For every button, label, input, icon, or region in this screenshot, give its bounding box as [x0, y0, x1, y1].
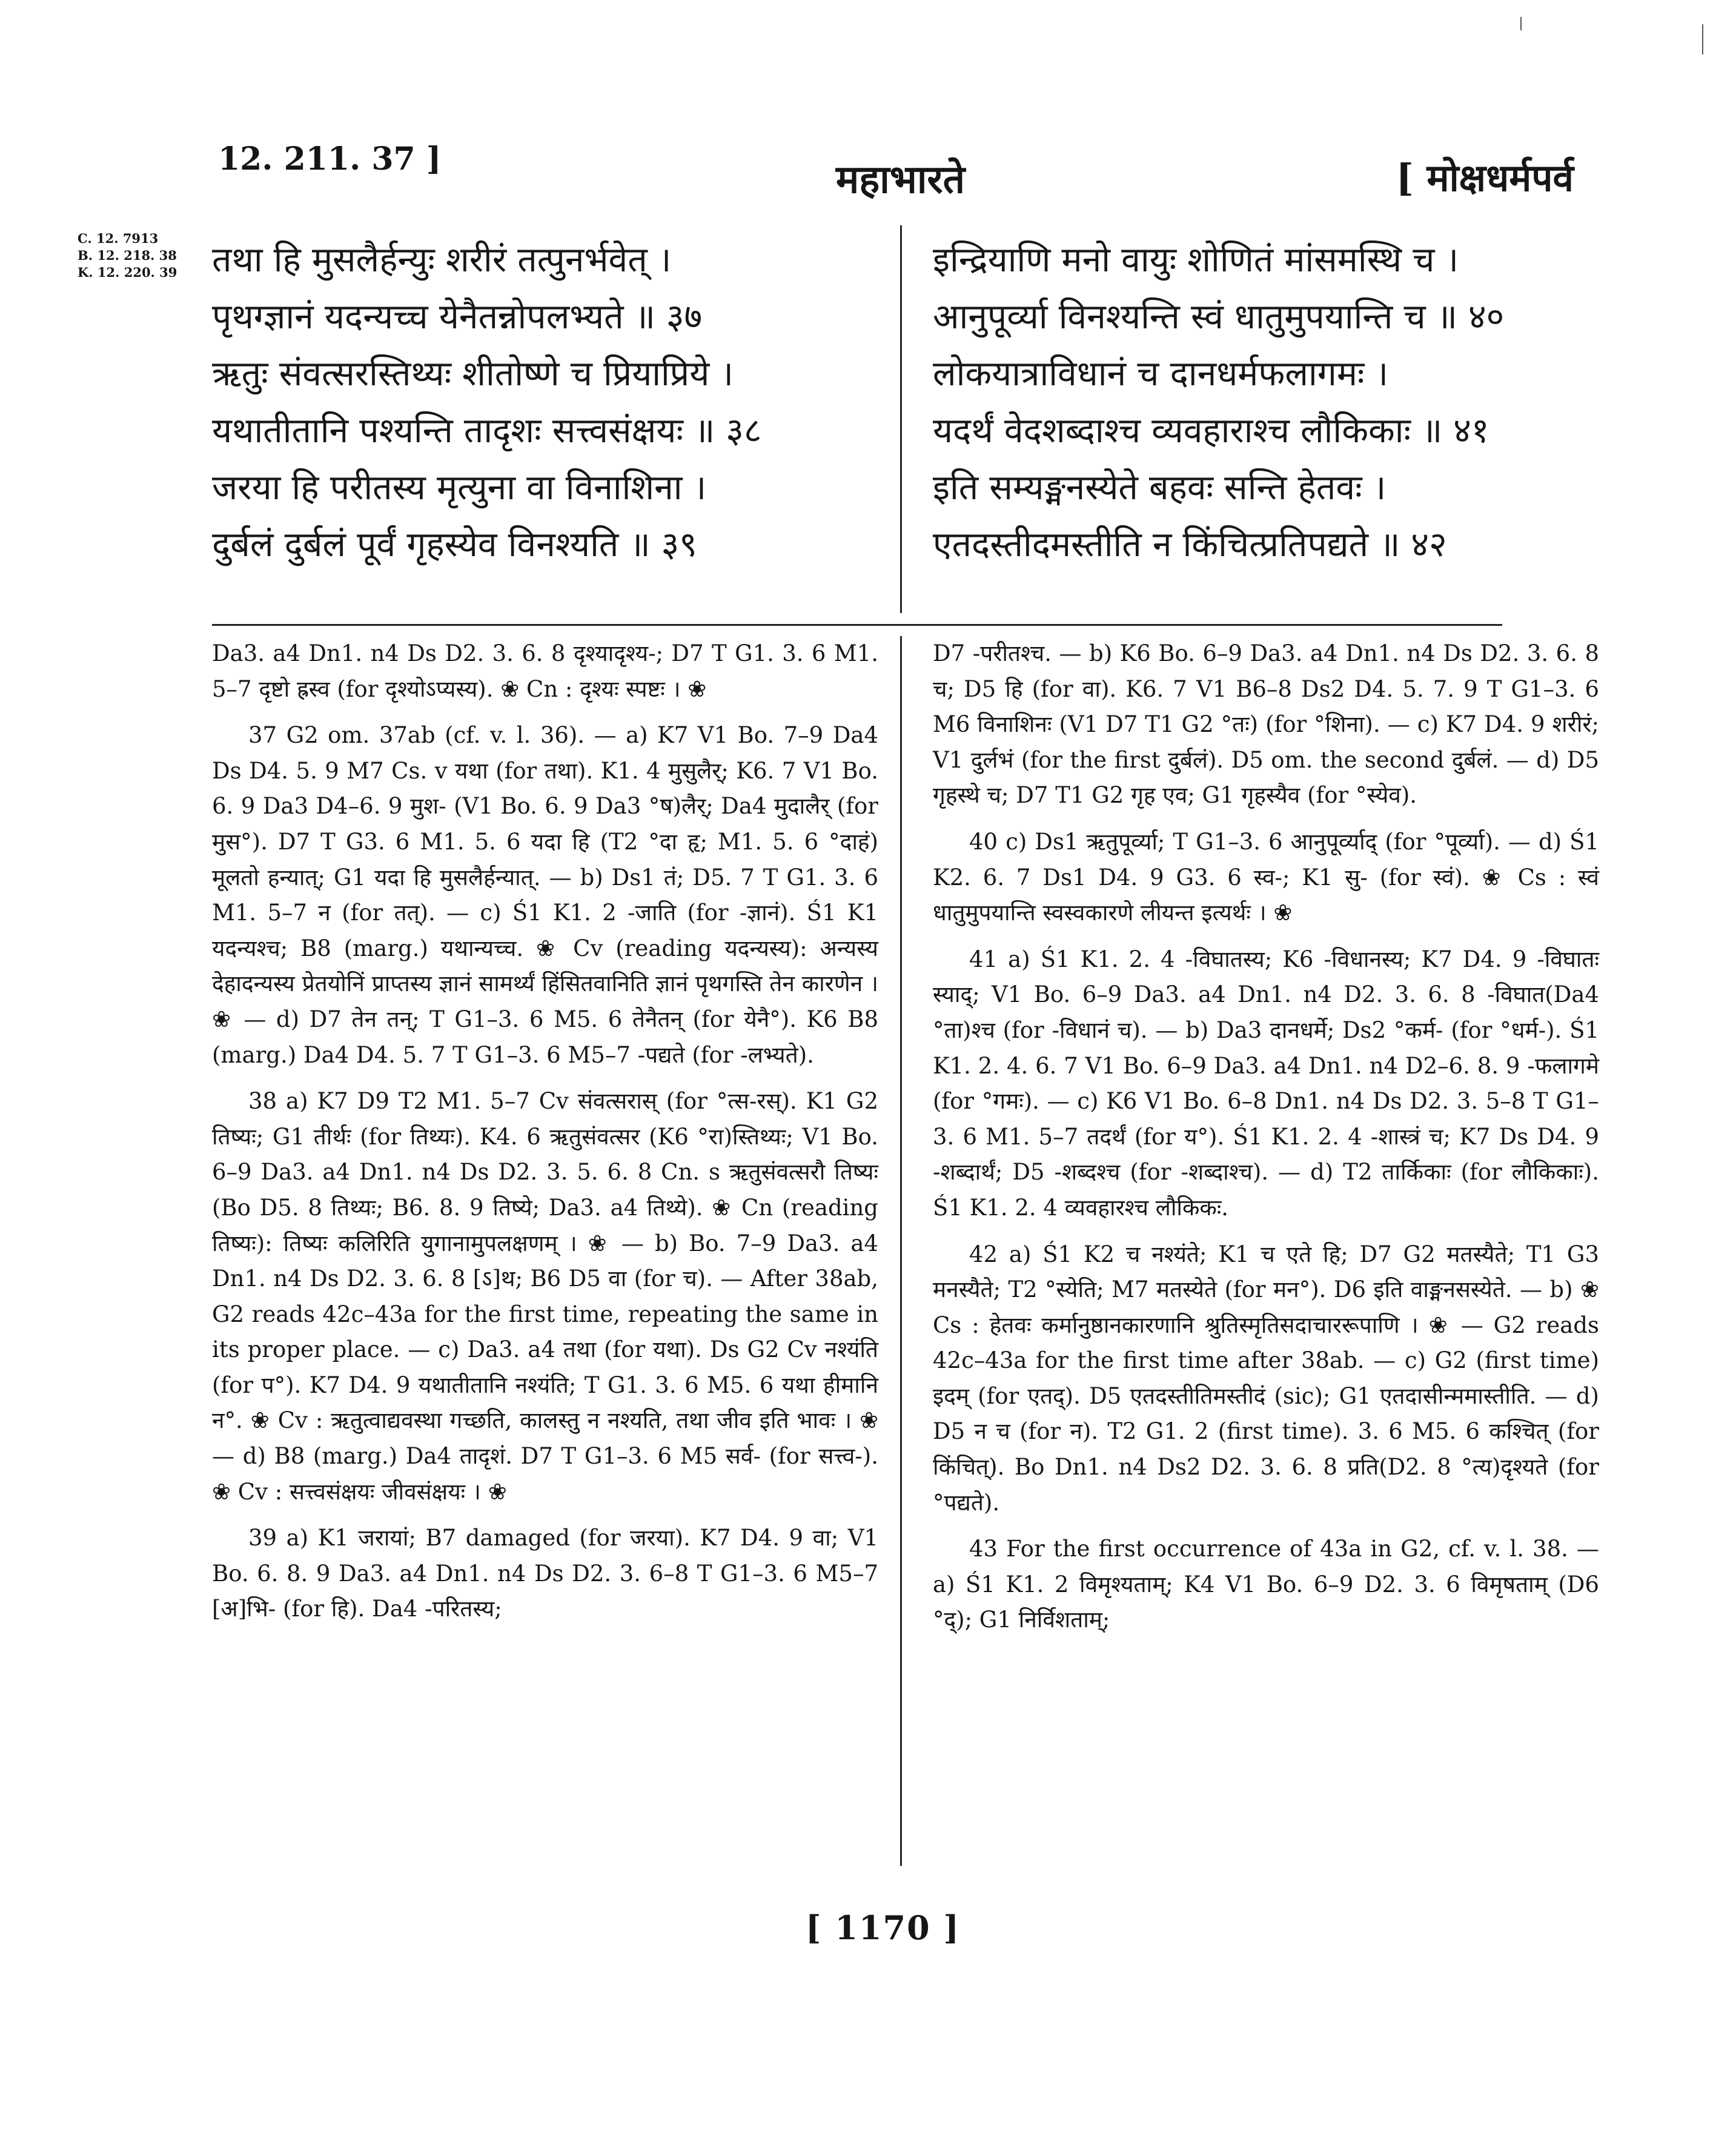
apparatus-note: 40 c) Ds1 ऋतुपूर्व्या; T G1–3. 6 आनुपूर्व्याद् (for °पूर्व्या). — d) Ś1 K2. 6. 7 Ds1 D4. 9 G3. 6 स्व-; K1 सु- (for स्वं). ❀ Cs : स्वं धातुमुपयान्ति स्वस्वकारणे लीयन्त इत्यर्थः । ❀: [933, 828, 1599, 926]
verse-line: [933, 516, 1617, 573]
verse-number: ४०: [1468, 297, 1505, 337]
apparatus-rule: [212, 624, 1502, 626]
verse-text: यदर्थं वेदशब्दाश्च व्यवहाराश्च लौकिकाः ॥: [933, 411, 1443, 451]
verse-line: [212, 459, 872, 516]
apparatus-column-left: [212, 636, 878, 1638]
apparatus-note: 39 a) K1 जरायां; B7 damaged (for जरया). K7 D4. 9 वा; V1 Bo. 6. 8. 9 Da3. a4 Dn1. n4 Ds D2. 3. 6–8 T G1–3. 6 M5–7 [अ]भि- (for हि). Da4 -परितस्य;: [212, 1525, 878, 1622]
verse-text: पृथग्ज्ञानं यदन्यच्च येनैतन्नोपलभ्यते ॥: [212, 297, 655, 337]
concordance-references: [78, 230, 177, 281]
verse-text: एतदस्तीदमस्तीति न किंचित्प्रतिपद्यते ॥: [933, 525, 1400, 565]
verse-number: ४१: [1453, 411, 1489, 451]
concordance-b: B. 12. 218. 38: [78, 248, 177, 263]
verse-column-right: [933, 231, 1617, 573]
verse-text: इन्द्रियाणि मनो वायुः शोणितं मांसमस्थि च ।: [933, 240, 1459, 280]
verse-line: [933, 402, 1617, 459]
verse-line: [933, 345, 1617, 402]
verse-column-left: [212, 231, 872, 573]
verse-text: यथातीतानि पश्यन्ति तादृशः सत्त्वसंक्षयः ॥: [212, 411, 715, 451]
column-divider-bottom: [900, 636, 902, 1866]
apparatus-note: D7 -परीतश्च. — b) K6 Bo. 6–9 Da3. a4 Dn1. n4 Ds D2. 3. 6. 8 च; D5 हि (for वा). K6. 7 V1 B6–8 Ds2 D4. 5. 7. 9 T G1–3. 6 M6 विनाशिनः (V1 D7 T1 G2 °तः) (for °शिना). — c) K7 D4. 9 शरीरं; V1 दुर्लभं (for the first दुर्बलं). D5 om. the second दुर्बलं. — d) D5 गृहस्थे च; D7 T1 G2 गृह एव; G1 गृहस्यैव (for °स्येव).: [933, 640, 1599, 809]
verse-number: ३८: [726, 411, 762, 451]
concordance-c: C. 12. 7913: [78, 231, 159, 246]
page-number: [ 1170 ]: [806, 1908, 960, 1947]
verse-text: तथा हि मुसलैर्हन्युः शरीरं तत्पुनर्भवेत् ।: [212, 240, 672, 280]
verse-text: जरया हि परीतस्य मृत्युना वा विनाशिना ।: [212, 468, 707, 508]
parva-title: [ मोक्षधर्मपर्व: [1396, 156, 1574, 200]
verse-line: [212, 345, 872, 402]
verse-text: लोकयात्राविधानं च दानधर्मफलागमः ।: [933, 354, 1389, 394]
verse-reference: 12. 211. 37 ]: [218, 141, 442, 178]
apparatus-note: Da3. a4 Dn1. n4 Ds D2. 3. 6. 8 दृश्यादृश्य-; D7 T G1. 3. 6 M1. 5–7 दृष्टो ह्रस्व (for दृश्योऽप्यस्य). ❀ Cn : दृश्यः स्पष्टः । ❀: [212, 640, 878, 702]
apparatus-note: 42 a) Ś1 K2 च नश्यंते; K1 च एते हि; D7 G2 मतस्यैते; T1 G3 मनस्यैते; T2 °स्येति; M7 मतस्येते (for मन°). D6 इति वाङ्मनसस्येते. — b) ❀ Cs : हेतवः कर्मानुष्ठानकारणानि श्रुतिस्मृतिसदाचाररूपाणि । ❀ — G2 reads 42c–43a for the first time after 38ab. — c) G2 (first time) इदम् (for एतद्). D5 एतदस्तीतिमस्तीदं (sic); G1 एतदासीन्ममास्तीति. — d) D5 न च (for न). T2 G1. 2 (first time). 3. 6 M5. 6 कश्चित् (for किंचित्). Bo Dn1. n4 Ds2 D2. 3. 6. 8 प्रति(D2. 8 °त्य)दृश्यते (for °पद्यते).: [933, 1241, 1599, 1516]
verse-line: [933, 231, 1617, 288]
apparatus-note: 43 For the first occurrence of 43a in G2, cf. v. l. 38. — a) Ś1 K1. 2 विमृश्यताम्; K4 V1 Bo. 6–9 D2. 3. 6 विमृषताम् (D6 °द्); G1 निर्विशताम्;: [933, 1536, 1599, 1633]
verse-text: ऋतुः संवत्सरस्तिथ्यः शीतोष्णे च प्रियाप्रिये ।: [212, 354, 734, 394]
scan-mark: [1520, 17, 1522, 30]
verse-number: ३७: [666, 297, 703, 337]
apparatus-note: 37 G2 om. 37ab (cf. v. l. 36). — a) K7 V1 Bo. 7–9 Da4 Ds D4. 5. 9 M7 Cs. v यथा (for तथा). K1. 4 मुसुलैर्; K6. 7 V1 Bo. 6. 9 Da3 D4–6. 9 मुश- (V1 Bo. 6. 9 Da3 °ष)लैर्; Da4 मुदालैर् (for मुस°). D7 T G3. 6 M1. 5. 6 यदा हि (T2 °दा हृ; M1. 5. 6 °दाहं) मूलतो हन्यात्; G1 यदा हि मुसलैर्हन्यात्. — b) Ds1 तं; D5. 7 T G1. 3. 6 M1. 5–7 न (for तत्). — c) Ś1 K1. 2 -जाति (for -ज्ञानं). Ś1 K1 यदन्यश्च; B8 (marg.) यथान्यच्च. ❀ Cv (reading यदन्यस्य): अन्यस्य देहादन्यस्य प्रेतयोनिं प्राप्तस्य ज्ञानं सामर्थ्यं हिंसितवानिति ज्ञानं पृथगस्ति तेन कारणेन । ❀ — d) D7 तेन तन्; T G1–3. 6 M5. 6 तेनैतन् (for येनै°). K6 B8 (marg.) Da4 D4. 5. 7 T G1–3. 6 M5–7 -पद्यते (for -लभ्यते).: [212, 722, 878, 1068]
verse-line: [933, 459, 1617, 516]
verse-text: आनुपूर्व्या विनश्यन्ति स्वं धातुमुपयान्ति च ॥: [933, 297, 1457, 337]
verse-text: दुर्बलं दुर्बलं पूर्वं गृहस्येव विनश्यति ॥: [212, 525, 651, 565]
verse-number: ४२: [1411, 525, 1447, 565]
verse-number: ३९: [661, 525, 697, 565]
verse-line: [212, 402, 872, 459]
scan-mark: [1702, 24, 1703, 55]
verse-text: इति सम्यङ्मनस्येते बहवः सन्ति हेतवः ।: [933, 468, 1386, 508]
concordance-k: K. 12. 220. 39: [78, 265, 177, 280]
verse-line: [212, 288, 872, 345]
apparatus-column-right: [933, 636, 1599, 1649]
verse-line: [212, 516, 872, 573]
verse-line: [933, 288, 1617, 345]
verse-line: [212, 231, 872, 288]
apparatus-note: 38 a) K7 D9 T2 M1. 5–7 Cv संवत्सरास् (for °त्स-रस्). K1 G2 तिष्यः; G1 तीर्थः (for तिथ्यः). K4. 6 ऋतुसंवत्सर (K6 °रा)स्तिथ्यः; V1 Bo. 6–9 Da3. a4 Dn1. n4 Ds D2. 3. 5. 6. 8 Cn. s ऋतुसंवत्सरौ तिष्यः (Bo D5. 8 तिथ्यः; B6. 8. 9 तिष्ये; Da3. a4 तिथ्ये). ❀ Cn (reading तिष्यः): तिष्यः कलिरिति युगानामुपलक्षणम् । ❀ — b) Bo. 7–9 Da3. a4 Dn1. n4 Ds D2. 3. 6. 8 [ऽ]थ; B6 D5 वा (for च). — After 38ab, G2 reads 42c–43a for the first time, repeating the same in its proper place. — c) Da3. a4 तथा (for यथा). Ds G2 Cv नश्यंति (for प°). K7 D4. 9 यथातीतानि नश्यंति; T G1. 3. 6 M5. 6 यथा हीमानि न°. ❀ Cv : ऋतुत्वाद्यवस्था गच्छति, कालस्तु न नश्यति, तथा जीव इति भावः । ❀ — d) B8 (marg.) Da4 तादृशं. D7 T G1–3. 6 M5 सर्व- (for सत्त्व-). ❀ Cv : सत्त्वसंक्षयः जीवसंक्षयः । ❀: [212, 1088, 878, 1505]
column-divider-top: [900, 225, 902, 613]
apparatus-note: 41 a) Ś1 K1. 2. 4 -विघातस्य; K6 -विधानस्य; K7 D4. 9 -विघातः स्याद्; V1 Bo. 6–9 Da3. a4 Dn1. n4 D2. 3. 6. 8 -विघात(Da4 °ता)श्च (for -विधानं च). — b) Da3 दानधर्मे; Ds2 °कर्म- (for °धर्म-). Ś1 K1. 2. 4. 6. 7 V1 Bo. 6–9 Da3. a4 Dn1. n4 D2–6. 8. 9 -फलागमे (for °गमः). — c) K6 V1 Bo. 6–8 Dn1. n4 Ds D2. 3. 5–8 T G1–3. 6 M1. 5–7 तदर्थं (for य°). Ś1 K1. 2. 4 -शास्त्रं च; K7 Ds D4. 9 -शब्दार्थं; D5 -शब्दश्च (for -शब्दाश्च). — d) T2 तार्किकाः (for लौकिकाः). Ś1 K1. 2. 4 व्यवहारश्च लौकिकः.: [933, 946, 1599, 1221]
running-title: महाभारते: [836, 157, 966, 202]
